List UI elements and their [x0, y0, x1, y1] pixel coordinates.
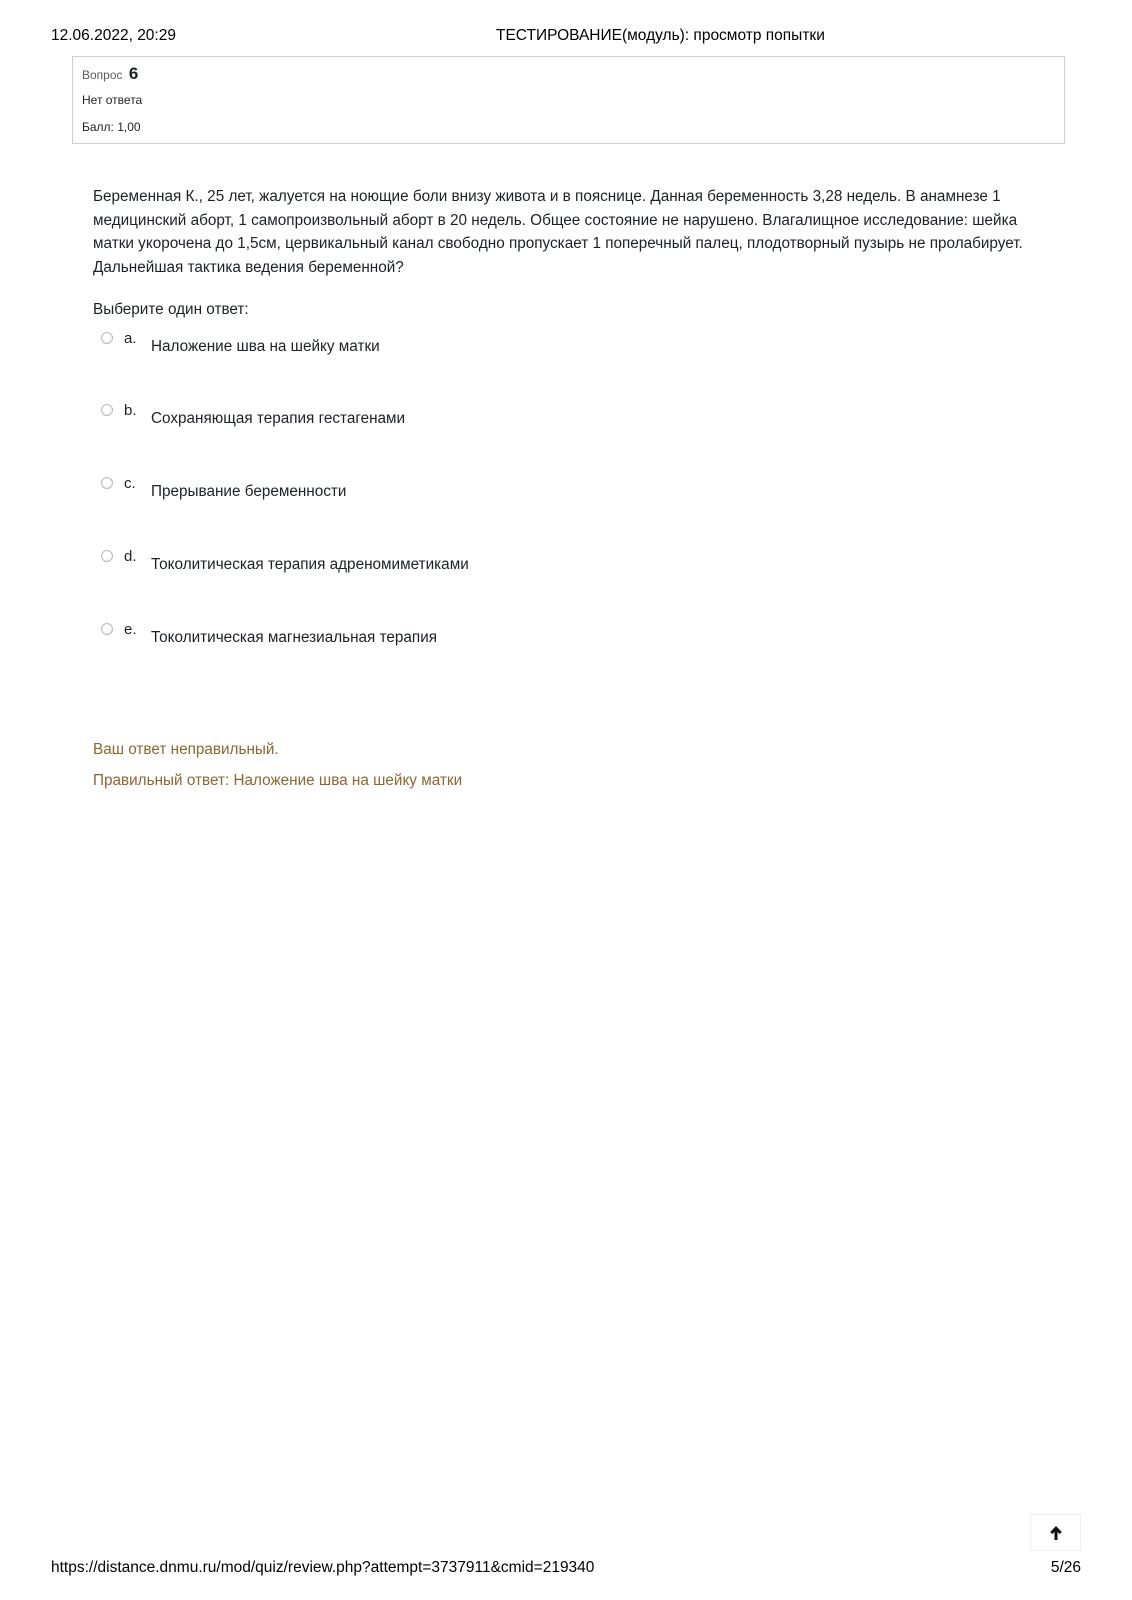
- answer-option-b[interactable]: [101, 402, 801, 442]
- arrow-up-icon: [1049, 1525, 1063, 1541]
- answer-text: Токолитическая магнезиальная терапия: [151, 629, 438, 646]
- print-title: ТЕСТИРОВАНИЕ(модуль): просмотр попытки: [496, 27, 825, 44]
- answer-option-c[interactable]: [101, 475, 801, 515]
- answer-option-a[interactable]: [101, 330, 801, 370]
- radio-e[interactable]: [101, 623, 113, 635]
- question-grade: Балл: 1,00: [82, 120, 141, 134]
- question-number-value: 6: [128, 64, 139, 83]
- answer-text: Токолитическая терапия адреномиметиками: [151, 556, 469, 573]
- print-url: https://distance.dnmu.ru/mod/quiz/review.php?attempt=3737911&cmid=219340: [51, 1559, 595, 1576]
- question-number: [82, 64, 138, 84]
- question-label: Вопрос: [82, 68, 123, 82]
- answer-letter: e.: [124, 621, 137, 638]
- print-page-number: 5/26: [1050, 1559, 1081, 1576]
- answer-option-d[interactable]: [101, 548, 801, 588]
- answer-letter: d.: [124, 548, 137, 565]
- radio-c[interactable]: [101, 477, 113, 489]
- answer-option-e[interactable]: [101, 621, 801, 661]
- question-info-box: [72, 56, 1065, 144]
- radio-d[interactable]: [101, 550, 113, 562]
- answer-text: Прерывание беременности: [151, 483, 347, 500]
- feedback-right-answer: Правильный ответ: Наложение шва на шейку матки: [93, 772, 463, 789]
- question-state: Нет ответа: [82, 93, 143, 107]
- feedback-result: Ваш ответ неправильный.: [93, 741, 279, 758]
- answer-letter: a.: [124, 330, 137, 347]
- radio-b[interactable]: [101, 404, 113, 416]
- answer-prompt: Выберите один ответ:: [93, 301, 249, 318]
- print-footer: [51, 1559, 1081, 1579]
- answer-letter: c.: [124, 475, 136, 492]
- print-datetime: 12.06.2022, 20:29: [51, 27, 176, 44]
- answer-letter: b.: [124, 402, 137, 419]
- print-header: [51, 27, 1081, 47]
- answer-text: Наложение шва на шейку матки: [151, 338, 380, 355]
- question-text: Беременная К., 25 лет, жалуется на ноющие боли внизу живота и в пояснице. Данная беременность 3,28 недель. В анамнезе 1 медицинский аборт, 1 самопроизвольный аборт в 20 недель. Общее состояние не нарушено. Влагалищное исследование: шейка матки укорочена до 1,5см, цервикальный канал свободно пропускает 1 поперечный палец, плодотворный пузырь не пролабирует. Дальнейшая тактика ведения беременной?: [93, 188, 1023, 276]
- radio-a[interactable]: [101, 332, 113, 344]
- back-to-top-button[interactable]: [1030, 1514, 1081, 1551]
- answer-text: Сохраняющая терапия гестагенами: [151, 410, 406, 427]
